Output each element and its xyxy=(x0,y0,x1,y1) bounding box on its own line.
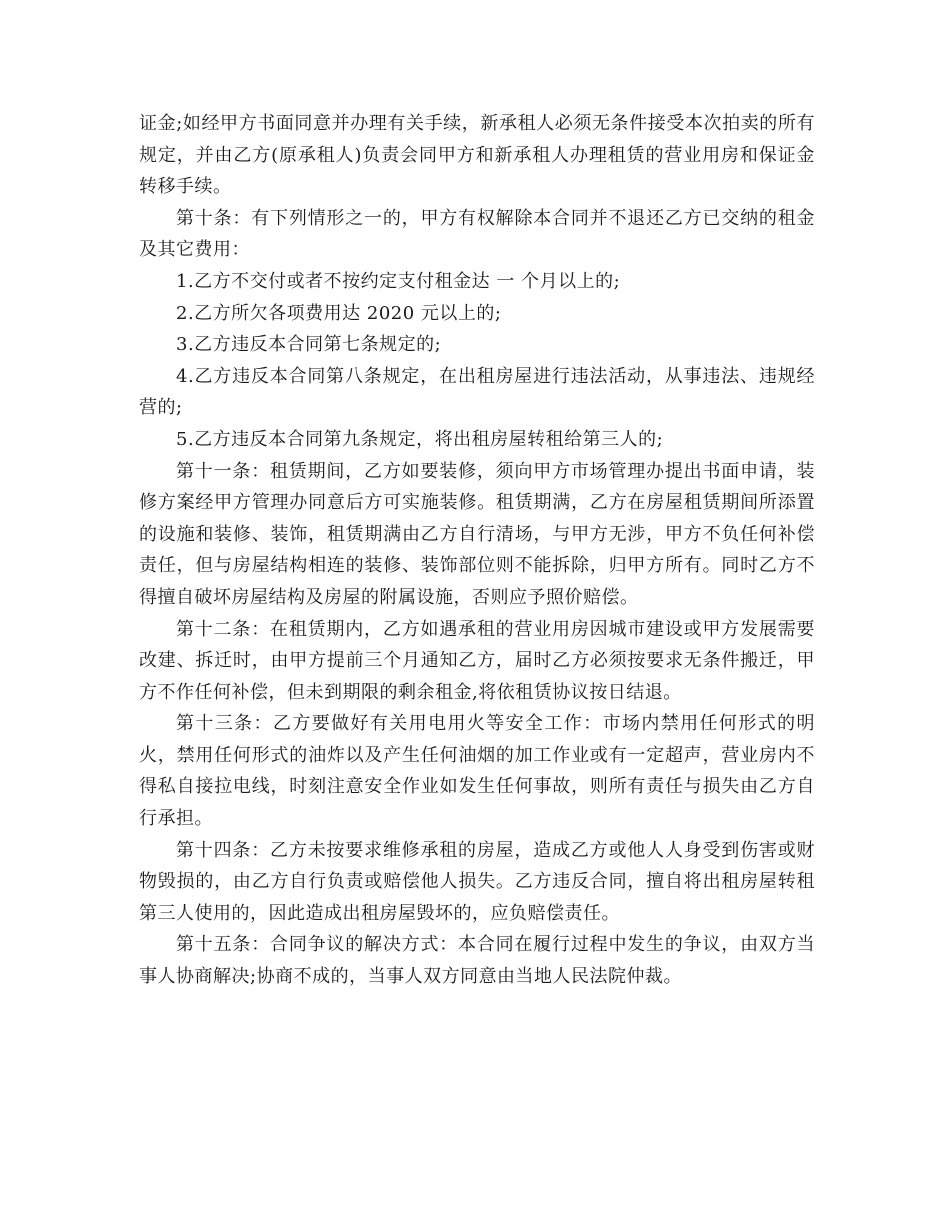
list-item-5: 5.乙方违反本合同第九条规定，将出租房屋转租给第三人的; xyxy=(176,428,664,450)
list-item-4: 4.乙方违反本合同第八条规定，在出租房屋进行违法活动，从事违法、违规经营的; xyxy=(139,365,815,419)
list-item-3: 3.乙方违反本合同第七条规定的; xyxy=(176,334,442,356)
list-item-2: 2.乙方所欠各项费用达 2020 元以上的; xyxy=(176,302,502,324)
paragraph-article-14: 第十四条：乙方未按要求维修承租的房屋，造成乙方或他人人身受到伤害或财物毁损的，由乙方自行负责或赔偿他人损失。乙方违反合同，擅自将出租房屋转租第三人使用的，因此造成出租房屋毁坏的，应负赔偿责任。 xyxy=(139,839,815,924)
list-item-1: 1.乙方不交付或者不按约定支付租金达 一 个月以上的; xyxy=(176,270,621,292)
paragraph-article-11: 第十一条：租赁期间，乙方如要装修，须向甲方市场管理办提出书面申请，装修方案经甲方管理办同意后方可实施装修。租赁期满，乙方在房屋租赁期间所添置的设施和装修、装饰，租赁期满由乙方自行清场，与甲方无涉，甲方不负任何补偿责任，但与房屋结构相连的装修、装饰部位则不能拆除，归甲方所有。同时乙方不得擅自破坏房屋结构及房屋的附属设施，否则应予照价赔偿。 xyxy=(139,460,815,608)
paragraph-article-15: 第十五条：合同争议的解决方式：本合同在履行过程中发生的争议，由双方当事人协商解决;协商不成的，当事人双方同意由当地人民法院仲裁。 xyxy=(139,934,815,988)
paragraph-article-13: 第十三条：乙方要做好有关用电用火等安全工作：市场内禁用任何形式的明火，禁用任何形式的油炸以及产生任何油烟的加工作业或有一定超声，营业房内不得私自接拉电线，时刻注意安全作业如发生任何事故，则所有责任与损失由乙方自行承担。 xyxy=(139,713,815,830)
paragraph-article-12: 第十二条：在租赁期内，乙方如遇承租的营业用房因城市建设或甲方发展需要改建、拆迁时，由甲方提前三个月通知乙方，届时乙方必须按要求无条件搬迁，甲方不作任何补偿，但未到期限的剩余租金,将依租赁协议按日结退。 xyxy=(139,618,815,703)
paragraph-continuation: 证金;如经甲方书面同意并办理有关手续，新承租人必须无条件接受本次拍卖的所有规定，并由乙方(原承租人)负责会同甲方和新承租人办理租赁的营业用房和保证金转移手续。 xyxy=(139,113,815,198)
contract-body xyxy=(139,108,815,993)
paragraph-article-10: 第十条：有下列情形之一的，甲方有权解除本合同并不退还乙方已交纳的租金及其它费用： xyxy=(139,207,815,261)
